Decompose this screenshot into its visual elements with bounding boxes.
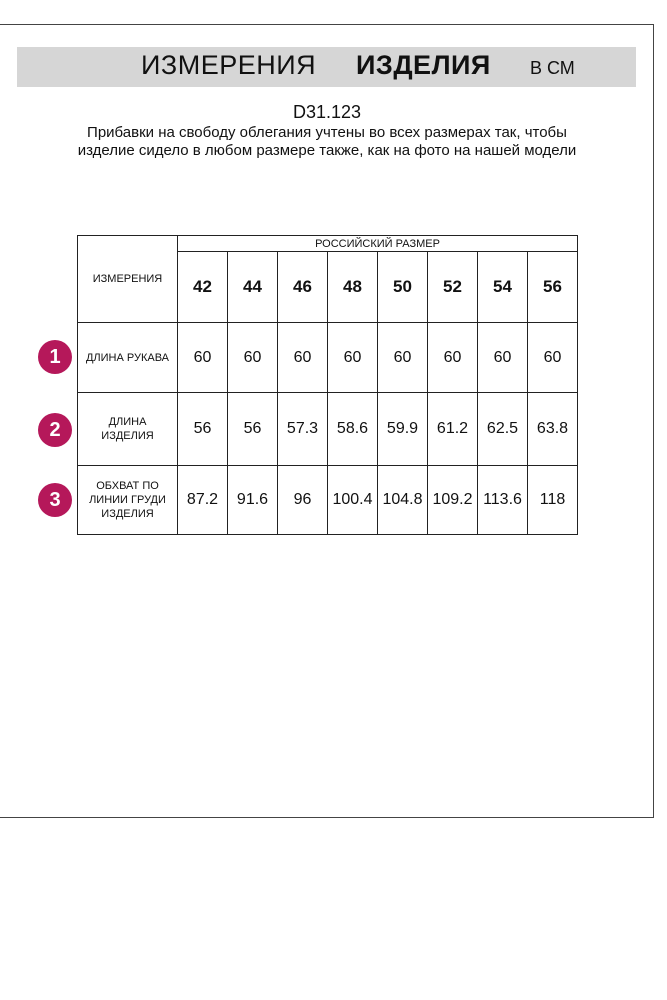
row-label: ДЛИНА ИЗДЕЛИЯ — [78, 393, 178, 466]
size-header: 48 — [328, 252, 378, 323]
size-header: 54 — [478, 252, 528, 323]
table-row — [78, 393, 578, 466]
table-cell: 104.8 — [378, 466, 428, 535]
header-title: ИЗМЕРЕНИЯ — [141, 50, 317, 80]
table-row — [78, 323, 578, 393]
size-header: 52 — [428, 252, 478, 323]
table-cell: 91.6 — [228, 466, 278, 535]
table-row — [78, 466, 578, 535]
measure-header: ИЗМЕРЕНИЯ — [78, 236, 178, 323]
table-cell: 60 — [478, 323, 528, 393]
table-cell: 60 — [428, 323, 478, 393]
table-cell: 58.6 — [328, 393, 378, 466]
table-cell: 109.2 — [428, 466, 478, 535]
table-cell: 60 — [528, 323, 578, 393]
table-cell: 60 — [378, 323, 428, 393]
size-table — [77, 235, 578, 535]
table-cell: 62.5 — [478, 393, 528, 466]
table-cell: 56 — [178, 393, 228, 466]
size-header: 50 — [378, 252, 428, 323]
row-number-badge: 1 — [38, 340, 72, 374]
table-cell: 60 — [228, 323, 278, 393]
table-header-row — [78, 236, 578, 252]
table-cell: 118 — [528, 466, 578, 535]
table-cell: 60 — [178, 323, 228, 393]
row-number-badge: 3 — [38, 483, 72, 517]
table-cell: 63.8 — [528, 393, 578, 466]
size-header: 42 — [178, 252, 228, 323]
size-header: 44 — [228, 252, 278, 323]
table-cell: 100.4 — [328, 466, 378, 535]
table-cell: 60 — [328, 323, 378, 393]
row-label: ОБХВАТ ПО ЛИНИИ ГРУДИ ИЗДЕЛИЯ — [78, 466, 178, 535]
table-cell: 87.2 — [178, 466, 228, 535]
fit-note: Прибавки на свободу облегания учтены во всех размерах так, чтобы изделие сидело в любом размере также, как на фото на нашей модели — [77, 124, 577, 159]
row-number-badge: 2 — [38, 413, 72, 447]
header-title-bold: ИЗДЕЛИЯ — [356, 50, 491, 80]
size-header: 56 — [528, 252, 578, 323]
table-cell: 56 — [228, 393, 278, 466]
size-header: 46 — [278, 252, 328, 323]
table-cell: 60 — [278, 323, 328, 393]
size-group-header: РОССИЙСКИЙ РАЗМЕР — [178, 236, 578, 252]
table-cell: 59.9 — [378, 393, 428, 466]
table-cell: 113.6 — [478, 466, 528, 535]
article-code: D31.123 — [292, 102, 362, 122]
row-label: ДЛИНА РУКАВА — [78, 323, 178, 393]
table-cell: 96 — [278, 466, 328, 535]
table-cell: 61.2 — [428, 393, 478, 466]
header-unit: В СМ — [530, 58, 575, 78]
table-cell: 57.3 — [278, 393, 328, 466]
